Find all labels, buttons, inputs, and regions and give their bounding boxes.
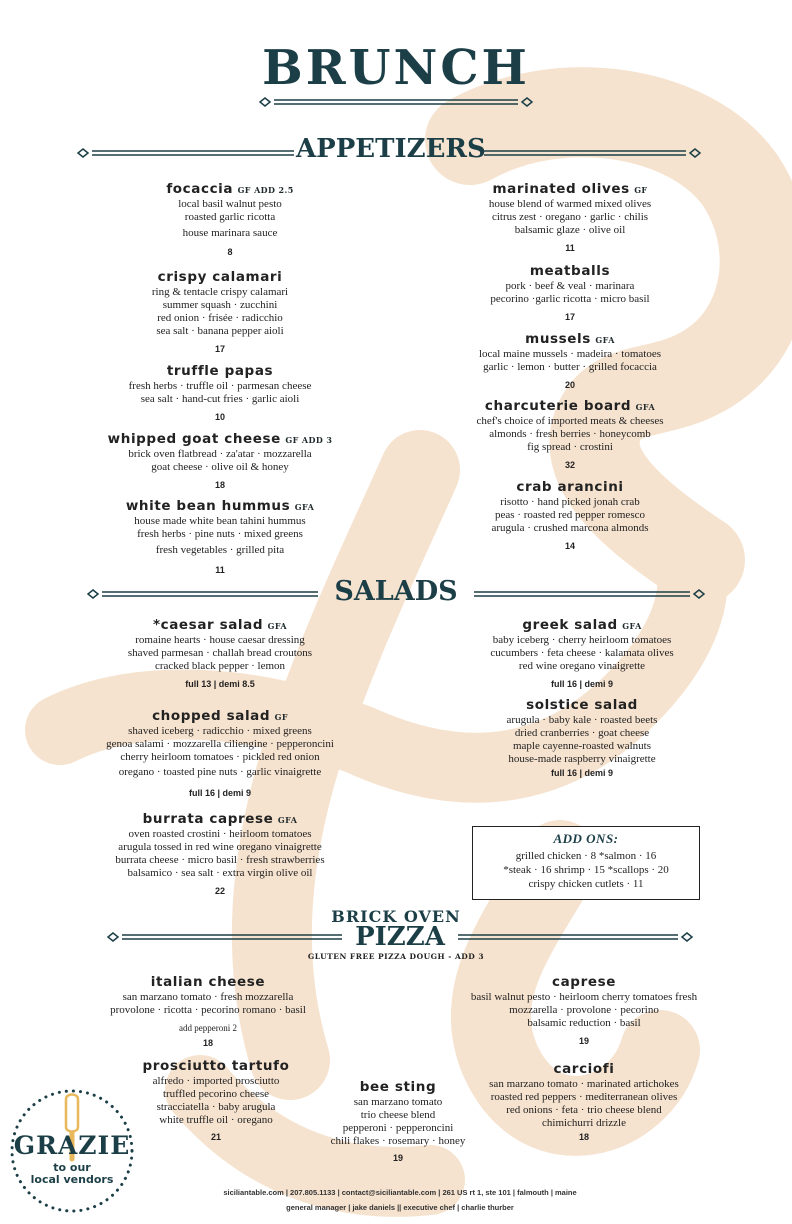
item-name: carciofi <box>553 1061 615 1077</box>
item-desc-line: pecorino ·garlic ricotta · micro basil <box>490 293 650 305</box>
item-desc-line: oregano · toasted pine nuts · garlic vinaigrette <box>118 766 322 778</box>
item-desc-line: cucumbers · feta cheese · kalamata olives <box>490 647 674 659</box>
item-desc-line: peas · roasted red pepper romesco <box>495 509 645 521</box>
item-desc-line: stracciatella · baby arugula <box>156 1101 276 1113</box>
item-desc-line: almonds · fresh berries · honeycomb <box>489 428 651 440</box>
item-name: whipped goat cheese <box>107 431 281 447</box>
badge-sub1: to our <box>53 1161 91 1174</box>
section-title-salads: SALADS <box>334 576 458 607</box>
menu-item-mussels <box>420 330 720 390</box>
item-desc-line: basil walnut pesto · heirloom cherry tomatoes fresh <box>470 991 698 1003</box>
item-desc-line: arugula tossed in red wine oregano vinaigrette <box>118 841 322 853</box>
item-price: 11 <box>565 243 575 253</box>
item-desc-line: trio cheese blend <box>360 1109 436 1121</box>
item-name: truffle papas <box>166 363 274 379</box>
salads-left-ornament <box>86 587 322 601</box>
footer <box>200 1185 600 1215</box>
item-price: 18 <box>578 1132 589 1142</box>
item-price: 19 <box>392 1153 403 1163</box>
item-desc-line: truffled pecorino cheese <box>162 1088 270 1100</box>
menu-item-crab-arancini <box>420 478 720 551</box>
item-price: full 16 | demi 9 <box>550 679 614 689</box>
addons-box <box>472 826 700 900</box>
item-name: solstice salad <box>526 697 638 713</box>
addons-line: *steak · 16 shrimp · 15 *scallops · 20 <box>503 864 669 876</box>
item-desc-line: red onion · frisée · radicchio <box>157 312 283 324</box>
item-desc-line: san marzano tomato <box>353 1096 443 1108</box>
item-desc-line: brick oven flatbread · za'atar · mozzarella <box>128 448 312 460</box>
item-desc-line: sea salt · hand-cut fries · garlic aioli <box>140 393 300 405</box>
item-desc-line: roasted red peppers · mediterranean olives <box>490 1091 678 1103</box>
item-desc-line: chimichurri drizzle <box>542 1117 626 1129</box>
item-name: charcuterie board <box>484 398 632 414</box>
item-desc-line: citrus zest · oregano · garlic · chilis <box>491 211 649 223</box>
section-subtitle-brick-oven: BRICK OVEN <box>331 907 461 926</box>
section-title-pizza: PIZZA <box>355 922 445 952</box>
item-tag: GFA <box>622 621 642 631</box>
item-name: prosciutto tartufo <box>142 1058 290 1074</box>
item-tag: GFA <box>635 402 656 412</box>
item-desc-line: oven roasted crostini · heirloom tomatoes <box>128 828 312 840</box>
item-desc-line: provolone · ricotta · pecorino romano · basil <box>110 1004 306 1016</box>
item-desc-line: genoa salami · mozzarella ciliengine · pepperoncini <box>106 738 334 750</box>
item-price: 20 <box>564 380 575 390</box>
menu-item-caprese <box>434 973 734 1046</box>
appetizers-left-ornament <box>76 146 298 160</box>
item-price: 10 <box>214 412 225 422</box>
item-desc-line: house blend of warmed mixed olives <box>488 198 652 210</box>
addons-title: ADD ONS: <box>553 831 619 846</box>
grazie-badge <box>8 1087 136 1215</box>
item-price: 18 <box>202 1038 213 1048</box>
item-price: full 16 | demi 9 <box>188 788 252 798</box>
item-desc-line: balsamic glaze · olive oil <box>514 224 626 236</box>
item-price: full 16 | demi 9 <box>550 768 614 778</box>
footer-staff: general manager | jake daniels || executive chef | charlie thurber <box>286 1203 514 1212</box>
item-name: bee sting <box>359 1079 437 1095</box>
item-desc-line: cracked black pepper · lemon <box>154 660 286 672</box>
item-desc-line: romaine hearts · house caesar dressing <box>135 634 305 646</box>
item-desc-line: ring & tentacle crispy calamari <box>151 286 289 298</box>
section-title-appetizers: APPETIZERS <box>296 134 486 164</box>
item-desc-line: house made white bean tahini hummus <box>134 515 306 527</box>
item-desc-line: alfredo · imported prosciutto <box>152 1075 280 1087</box>
item-name: chopped salad <box>152 708 271 724</box>
item-name: italian cheese <box>150 974 266 990</box>
title-underline-ornament <box>256 96 536 110</box>
item-desc-line: mozzarella · provolone · pecorino <box>509 1004 659 1016</box>
item-price: 8 <box>227 247 233 257</box>
item-desc-line: pork · beef & veal · marinara <box>505 280 635 292</box>
item-desc-line: house-made raspberry vinaigrette <box>508 753 656 765</box>
item-desc-line: san marzano tomato · marinated artichokes <box>489 1078 679 1090</box>
item-desc-line: arugula · crushed marcona almonds <box>491 522 649 534</box>
badge-word: GRAZIE <box>13 1131 131 1160</box>
item-desc-line: local basil walnut pesto <box>178 198 282 210</box>
pizza-left-ornament <box>106 930 346 944</box>
menu-item-charcuterie-board <box>420 397 720 470</box>
item-name: caprese <box>552 974 616 990</box>
item-price: 17 <box>214 344 225 354</box>
menu-item-crispy-calamari <box>70 268 370 354</box>
item-desc-line: balsamico · sea salt · extra virgin olive oil <box>127 867 313 879</box>
menu-item-marinated-olives <box>420 180 720 253</box>
item-price: 14 <box>564 541 575 551</box>
item-name: crispy calamari <box>157 269 283 285</box>
item-price: 22 <box>214 886 225 896</box>
item-desc-line: fresh herbs · truffle oil · parmesan cheese <box>128 380 312 392</box>
badge-sub2: local vendors <box>30 1173 114 1186</box>
item-name: *caesar salad <box>152 617 264 633</box>
footer-contact: siciliantable.com | 207.805.1133 | contact@siciliantable.com | 261 US rt 1, ste 101 | falmouth | maine <box>223 1188 577 1197</box>
page-title: BRUNCH <box>262 40 530 96</box>
item-price: 11 <box>215 565 225 575</box>
menu-item-greek-salad <box>432 616 732 689</box>
item-desc-line: chef's choice of imported meats & cheeses <box>476 415 664 427</box>
menu-item-caesar-salad <box>70 616 370 689</box>
item-desc-line: pepperoni · pepperoncini <box>342 1122 454 1134</box>
item-price: 19 <box>578 1036 589 1046</box>
item-desc-line: local maine mussels · madeira · tomatoes <box>478 348 662 360</box>
menu-item-carciofi <box>434 1060 734 1142</box>
menu-item-truffle-papas <box>70 362 370 422</box>
item-desc-line: fig spread · crostini <box>527 441 613 453</box>
item-name: marinated olives <box>492 181 630 197</box>
item-desc-line: house marinara sauce <box>182 227 278 239</box>
item-tag: GFA <box>277 815 298 825</box>
addons-line: crispy chicken cutlets · 11 <box>528 878 644 890</box>
menu-item-meatballs <box>420 262 720 322</box>
item-price: 17 <box>564 312 575 322</box>
item-desc-line: roasted garlic ricotta <box>184 211 276 223</box>
item-desc-line: san marzano tomato · fresh mozzarella <box>122 991 294 1003</box>
menu-item-focaccia <box>80 180 380 257</box>
menu-item-chopped-salad <box>70 707 370 798</box>
salads-right-ornament <box>470 587 706 601</box>
item-desc-line: red onions · feta · trio cheese blend <box>506 1104 662 1116</box>
item-desc-line: red wine oregano vinaigrette <box>518 660 646 672</box>
item-tag: GF ADD 3 <box>285 435 333 445</box>
item-price: full 13 | demi 8.5 <box>185 679 255 689</box>
item-tag: GF <box>634 185 648 195</box>
item-name: greek salad <box>522 617 618 633</box>
item-desc-line: balsamic reduction · basil <box>527 1017 641 1029</box>
menu-item-white-bean-hummus <box>70 497 370 575</box>
pizza-note: GLUTEN FREE PIZZA DOUGH - ADD 3 <box>307 952 485 961</box>
item-price: 32 <box>564 460 575 470</box>
menu-item-burrata-caprese <box>70 810 370 896</box>
menu-item-solstice-salad <box>432 696 732 778</box>
item-tag: GF ADD 2.5 <box>237 185 294 195</box>
menu-item-italian-cheese <box>58 973 358 1048</box>
item-name: crab arancini <box>516 479 624 495</box>
item-desc-line: cherry heirloom tomatoes · pickled red onion <box>120 751 320 763</box>
item-desc-line: garlic · lemon · butter · grilled focaccia <box>483 361 657 373</box>
item-desc-line: burrata cheese · micro basil · fresh strawberries <box>115 854 325 866</box>
item-tag: GFA <box>595 335 615 345</box>
item-desc-line: maple cayenne-roasted walnuts <box>512 740 652 752</box>
item-desc-line: shaved parmesan · challah bread croutons <box>127 647 313 659</box>
item-name: meatballs <box>529 263 611 279</box>
pizza-right-ornament <box>454 930 694 944</box>
menu-item-whipped-goat-cheese <box>70 430 370 490</box>
item-name: white bean hummus <box>125 498 291 514</box>
item-desc-line: shaved iceberg · radicchio · mixed greens <box>128 725 312 737</box>
item-desc-line: white truffle oil · oregano <box>159 1114 273 1126</box>
item-extra: add pepperoni 2 <box>179 1023 237 1033</box>
item-desc-line: dried cranberries · goat cheese <box>514 727 650 739</box>
item-desc-line: risotto · hand picked jonah crab <box>500 496 640 508</box>
item-name: focaccia <box>166 181 234 197</box>
item-desc-line: summer squash · zucchini <box>162 299 278 311</box>
addons-line: grilled chicken · 8 *salmon · 16 <box>515 850 657 862</box>
item-desc-line: goat cheese · olive oil & honey <box>151 461 289 473</box>
item-tag: GFA <box>267 621 288 631</box>
item-desc-line: chili flakes · rosemary · honey <box>330 1135 466 1147</box>
item-desc-line: fresh vegetables · grilled pita <box>155 544 285 556</box>
item-name: burrata caprese <box>142 811 274 827</box>
item-tag: GF <box>274 712 288 722</box>
item-price: 18 <box>214 480 225 490</box>
item-desc-line: baby iceberg · cherry heirloom tomatoes <box>492 634 672 646</box>
item-desc-line: sea salt · banana pepper aioli <box>156 325 284 337</box>
item-tag: GFA <box>294 502 315 512</box>
item-name: mussels <box>525 331 591 347</box>
item-desc-line: fresh herbs · pine nuts · mixed greens <box>137 528 303 540</box>
item-desc-line: arugula · baby kale · roasted beets <box>506 714 658 726</box>
appetizers-right-ornament <box>480 146 702 160</box>
item-price: 21 <box>210 1132 221 1142</box>
